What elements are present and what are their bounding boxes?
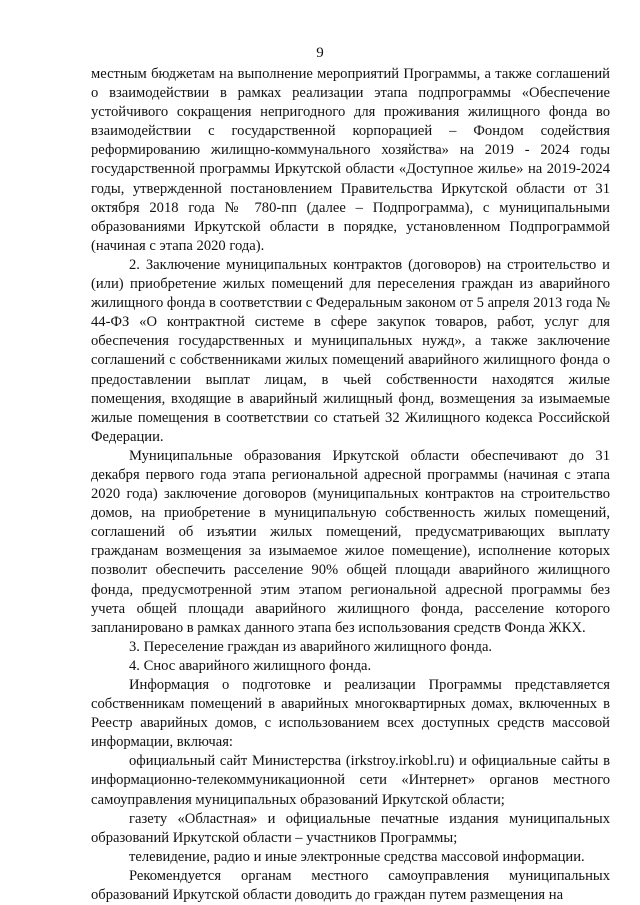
paragraph-media: телевидение, радио и иные электронные средства массовой информации. — [129, 848, 585, 865]
paragraph-continuation: местным бюджетам на выполнение мероприятий Программы, а также соглашений о взаимодействии в рамках реализации этапа подпрограммы «Обеспечение устойчивого сокращения непригодного для проживания жилищного фонда во взаимодействии с государственной корпорацией – Фондом содействия реформированию жилищно-коммунального хозяйства» на 2019 - 2024 годы государственной программы Иркутской области «Доступное жилье» на 2019-2024 годы, утвержденной постановлением Правительства Иркутской области от 31 октября 2018 года № 780-пп (далее – Подпрограмма), с муниципальными образованиями Иркутской области в порядке, установленном Подпрограммой (начиная с этапа 2020 года). — [91, 66, 610, 254]
paragraph-item-3: 3. Переселение граждан из аварийного жилищного фонда. — [129, 638, 493, 655]
paragraph-newspaper: газету «Областная» и официальные печатные издания муниципальных образований Иркутской области – участников Программы; — [91, 810, 610, 846]
paragraph-item-2: 2. Заключение муниципальных контрактов (договоров) на строительство и (или) приобретение жилых помещений для переселения граждан из аварийного жилищного фонда в соответствии с Федеральным законом от 5 апреля 2013 года № 44-ФЗ «О контрактной системе в сфере закупок товаров, работ, услуг для обеспечения государственных и муниципальных нужд», а также заключение соглашений с собственниками жилых помещений аварийного жилищного фонда о предоставлении выплат лицам, в чьей собственности находятся жилые помещения, входящие в аварийный жилищный фонд, возмещения за изымаемые жилые помещения в соответствии со статьей 32 Жилищного кодекса Российской Федерации. — [91, 256, 610, 445]
document-text — [91, 65, 610, 905]
paragraph-item-4: 4. Снос аварийного жилищного фонда. — [129, 657, 372, 674]
paragraph-recommendation: Рекомендуется органам местного самоуправления муниципальных образований Иркутской области доводить до граждан путем размещения на — [91, 867, 610, 904]
paragraph-information: Информация о подготовке и реализации Программы представляется собственникам помещений в аварийных многоквартирных домах, включенных в Реестр аварийных домов, с использованием всех доступных средств массовой информации, включая: — [91, 677, 610, 751]
paragraph-municipal-obligations: Муниципальные образования Иркутской области обеспечивают до 31 декабря первого года этапа региональной адресной программы (начиная с этапа 2020 года) заключение договоров (муниципальных контрактов на строительство домов, на приобретение в муниципальную собственность жилых помещений, соглашений об изъятии жилых помещений, предусматривающих выплату гражданам возмещения за изымаемое жилое помещение), исполнение которых позволит обеспечить расселение 90% общей площади аварийного жилищного фонда, предусмотренной этим этапом региональной адресной программы без учета общей площади аварийного жилищного фонда, расселение которого запланировано в рамках данного этапа без использования средств Фонда ЖКХ. — [91, 447, 610, 636]
paragraph-official-sites: официальный сайт Министерства (irkstroy.irkobl.ru) и официальные сайты в информационно-телекоммуникационной сети «Интернет» органов местного самоуправления муниципальных образований Иркутской области; — [91, 753, 610, 808]
page-number: 9 — [316, 45, 324, 61]
